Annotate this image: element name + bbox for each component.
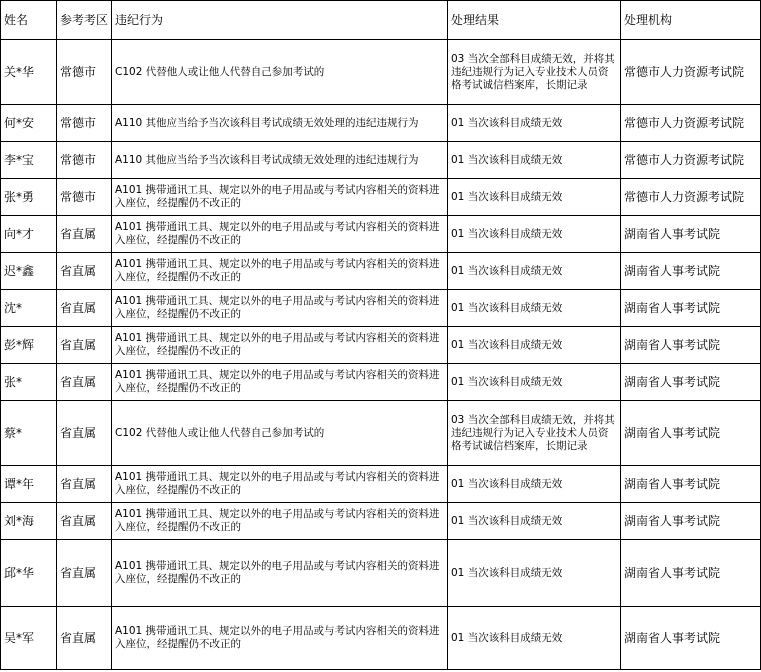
header-exam-area: 参考考区 [57,1,112,40]
cell-result: 03 当次全部科目成绩无效，并将其违纪违规行为记入专业技术人员资格考试诚信档案库，长期记录 [448,40,621,105]
cell-violation: A101 携带通讯工具、规定以外的电子用品或与考试内容相关的资料进入座位，经提醒仍不改正的 [112,607,448,670]
cell-agency: 湖南省人事考试院 [621,216,761,253]
cell-name: 沈* [1,290,57,327]
table-row [1,401,761,466]
cell-agency: 湖南省人事考试院 [621,327,761,364]
cell-agency: 常德市人力资源考试院 [621,105,761,142]
cell-result: 01 当次该科目成绩无效 [448,142,621,179]
cell-violation: C102 代替他人或让他人代替自己参加考试的 [112,401,448,466]
cell-area: 省直属 [57,401,112,466]
cell-name: 邱*华 [1,540,57,607]
cell-result: 01 当次该科目成绩无效 [448,253,621,290]
header-row [1,1,761,40]
cell-name: 何*安 [1,105,57,142]
cell-agency: 常德市人力资源考试院 [621,40,761,105]
table-row [1,503,761,540]
table-row [1,466,761,503]
cell-area: 省直属 [57,216,112,253]
cell-area: 省直属 [57,327,112,364]
cell-name: 关*华 [1,40,57,105]
table-row [1,179,761,216]
cell-agency: 湖南省人事考试院 [621,540,761,607]
cell-violation: A101 携带通讯工具、规定以外的电子用品或与考试内容相关的资料进入座位，经提醒仍不改正的 [112,503,448,540]
table-row [1,253,761,290]
header-violation: 违纪行为 [112,1,448,40]
cell-result: 01 当次该科目成绩无效 [448,105,621,142]
cell-result: 03 当次全部科目成绩无效，并将其违纪违规行为记入专业技术人员资格考试诚信档案库，长期记录 [448,401,621,466]
table-row [1,540,761,607]
cell-result: 01 当次该科目成绩无效 [448,364,621,401]
table-row [1,364,761,401]
cell-violation: A101 携带通讯工具、规定以外的电子用品或与考试内容相关的资料进入座位，经提醒仍不改正的 [112,179,448,216]
cell-result: 01 当次该科目成绩无效 [448,540,621,607]
cell-violation: A101 携带通讯工具、规定以外的电子用品或与考试内容相关的资料进入座位，经提醒仍不改正的 [112,466,448,503]
cell-agency: 常德市人力资源考试院 [621,142,761,179]
cell-result: 01 当次该科目成绩无效 [448,607,621,670]
table-row [1,607,761,670]
table-row [1,40,761,105]
table-row [1,327,761,364]
cell-agency: 常德市人力资源考试院 [621,179,761,216]
table-row [1,142,761,179]
header-result: 处理结果 [448,1,621,40]
cell-result: 01 当次该科目成绩无效 [448,327,621,364]
cell-name: 向*才 [1,216,57,253]
cell-area: 常德市 [57,40,112,105]
cell-violation: C102 代替他人或让他人代替自己参加考试的 [112,40,448,105]
cell-name: 迟*鑫 [1,253,57,290]
cell-agency: 湖南省人事考试院 [621,466,761,503]
table-row [1,290,761,327]
cell-area: 常德市 [57,105,112,142]
header-name: 姓名 [1,1,57,40]
cell-agency: 湖南省人事考试院 [621,364,761,401]
cell-area: 省直属 [57,540,112,607]
cell-area: 常德市 [57,142,112,179]
cell-name: 张*勇 [1,179,57,216]
table-row [1,216,761,253]
cell-violation: A101 携带通讯工具、规定以外的电子用品或与考试内容相关的资料进入座位，经提醒仍不改正的 [112,290,448,327]
cell-violation: A110 其他应当给予当次该科目考试成绩无效处理的违纪违规行为 [112,142,448,179]
cell-agency: 湖南省人事考试院 [621,607,761,670]
cell-name: 李*宝 [1,142,57,179]
cell-area: 常德市 [57,179,112,216]
cell-name: 谭*年 [1,466,57,503]
cell-result: 01 当次该科目成绩无效 [448,290,621,327]
cell-area: 省直属 [57,364,112,401]
cell-violation: A101 携带通讯工具、规定以外的电子用品或与考试内容相关的资料进入座位，经提醒仍不改正的 [112,327,448,364]
cell-violation: A101 携带通讯工具、规定以外的电子用品或与考试内容相关的资料进入座位，经提醒仍不改正的 [112,216,448,253]
cell-violation: A101 携带通讯工具、规定以外的电子用品或与考试内容相关的资料进入座位，经提醒仍不改正的 [112,540,448,607]
cell-violation: A110 其他应当给予当次该科目考试成绩无效处理的违纪违规行为 [112,105,448,142]
cell-result: 01 当次该科目成绩无效 [448,216,621,253]
cell-area: 省直属 [57,607,112,670]
cell-area: 省直属 [57,290,112,327]
cell-name: 彭*辉 [1,327,57,364]
cell-name: 蔡* [1,401,57,466]
cell-result: 01 当次该科目成绩无效 [448,179,621,216]
cell-violation: A101 携带通讯工具、规定以外的电子用品或与考试内容相关的资料进入座位，经提醒仍不改正的 [112,253,448,290]
cell-area: 省直属 [57,466,112,503]
table-row [1,105,761,142]
cell-name: 吴*军 [1,607,57,670]
cell-result: 01 当次该科目成绩无效 [448,466,621,503]
cell-area: 省直属 [57,253,112,290]
cell-area: 省直属 [57,503,112,540]
cell-agency: 湖南省人事考试院 [621,253,761,290]
cell-name: 刘*海 [1,503,57,540]
cell-name: 张* [1,364,57,401]
header-agency: 处理机构 [621,1,761,40]
cell-agency: 湖南省人事考试院 [621,503,761,540]
cell-agency: 湖南省人事考试院 [621,290,761,327]
cell-violation: A101 携带通讯工具、规定以外的电子用品或与考试内容相关的资料进入座位，经提醒仍不改正的 [112,364,448,401]
cell-agency: 湖南省人事考试院 [621,401,761,466]
cell-result: 01 当次该科目成绩无效 [448,503,621,540]
